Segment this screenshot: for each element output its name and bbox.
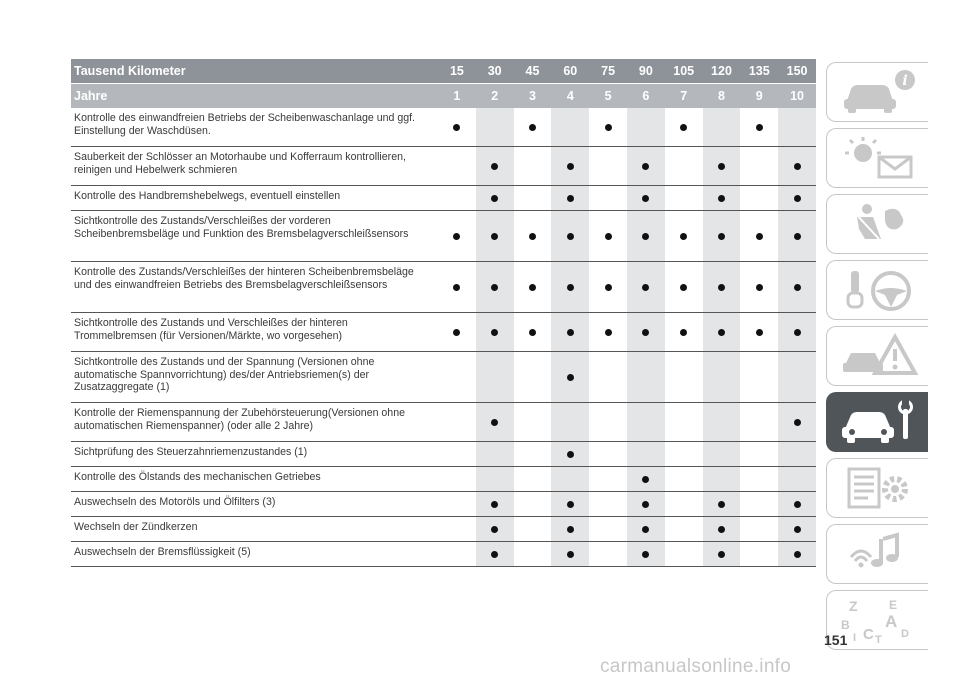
schedule-cell (627, 186, 665, 210)
row-description: Wechseln der Zündkerzen (74, 521, 198, 533)
schedule-cell (703, 517, 741, 541)
schedule-cell (778, 262, 816, 312)
schedule-cell (551, 262, 589, 312)
schedule-cell (476, 403, 514, 441)
schedule-dot (718, 163, 725, 170)
schedule-cell (665, 467, 703, 491)
tab-safety[interactable] (826, 194, 928, 254)
schedule-cell (627, 467, 665, 491)
schedule-cell (665, 542, 703, 566)
schedule-cell (438, 262, 476, 312)
schedule-cell (551, 147, 589, 185)
tab-warning-lights[interactable] (826, 128, 928, 188)
schedule-cell (476, 352, 514, 402)
schedule-cell (589, 186, 627, 210)
schedule-dot (718, 233, 725, 240)
schedule-dot (680, 124, 687, 131)
schedule-cell (703, 467, 741, 491)
schedule-dot (529, 233, 536, 240)
schedule-dot (491, 501, 498, 508)
km-header-cell: 105 (673, 64, 695, 78)
schedule-dot (642, 501, 649, 508)
year-header-label: Jahre (74, 89, 108, 103)
maintenance-table (71, 59, 816, 567)
schedule-cell (476, 467, 514, 491)
schedule-cell (551, 442, 589, 466)
schedule-dot (567, 551, 574, 558)
schedule-dot (453, 329, 460, 336)
schedule-cell (514, 517, 552, 541)
row-cells (438, 442, 816, 466)
schedule-dot (453, 233, 460, 240)
table-row (71, 108, 816, 147)
km-header-cell: 60 (563, 64, 578, 78)
index-letter: D (900, 628, 909, 640)
schedule-cell (740, 492, 778, 516)
table-row (71, 542, 816, 567)
year-header-cell: 3 (529, 89, 536, 103)
row-cells (438, 262, 816, 312)
schedule-dot (567, 233, 574, 240)
schedule-cell (627, 262, 665, 312)
schedule-cell (665, 517, 703, 541)
schedule-cell (740, 542, 778, 566)
schedule-cell (703, 211, 741, 261)
schedule-cell (476, 108, 514, 146)
schedule-dot (794, 501, 801, 508)
schedule-dot (491, 329, 498, 336)
schedule-cell (551, 108, 589, 146)
schedule-cell (740, 262, 778, 312)
schedule-cell (476, 186, 514, 210)
schedule-cell (476, 211, 514, 261)
schedule-cell (514, 108, 552, 146)
schedule-cell (665, 211, 703, 261)
schedule-dot (718, 551, 725, 558)
schedule-cell (438, 403, 476, 441)
year-header-cell: 6 (642, 89, 650, 103)
chapter-tabs (826, 62, 928, 656)
schedule-cell (514, 262, 552, 312)
schedule-dot (680, 329, 687, 336)
tab-starting[interactable] (826, 260, 928, 320)
schedule-cell (589, 313, 627, 351)
schedule-cell (627, 442, 665, 466)
schedule-dot (605, 233, 612, 240)
schedule-dot (718, 526, 725, 533)
schedule-dot (794, 284, 801, 291)
year-header-cell: 7 (680, 89, 688, 103)
schedule-cell (551, 403, 589, 441)
schedule-cell (778, 492, 816, 516)
multimedia-icon (835, 529, 921, 579)
schedule-dot (756, 284, 763, 291)
schedule-cell (665, 442, 703, 466)
schedule-cell (514, 542, 552, 566)
schedule-cell (627, 313, 665, 351)
km-header-cell: 150 (786, 64, 808, 78)
year-header-cell: 5 (604, 89, 612, 103)
table-row (71, 211, 816, 262)
schedule-dot (491, 284, 498, 291)
schedule-cell (476, 442, 514, 466)
schedule-cell (703, 262, 741, 312)
schedule-cell (476, 262, 514, 312)
index-letter: B (840, 618, 850, 632)
schedule-cell (627, 492, 665, 516)
schedule-dot (567, 526, 574, 533)
schedule-cell (740, 147, 778, 185)
schedule-cell (438, 186, 476, 210)
schedule-dot (605, 329, 612, 336)
schedule-cell (589, 147, 627, 185)
row-cells (438, 313, 816, 351)
schedule-cell (665, 403, 703, 441)
schedule-dot (642, 526, 649, 533)
km-header-label: Tausend Kilometer (74, 64, 186, 78)
tab-specs[interactable] (826, 458, 928, 518)
year-header-cell: 1 (453, 89, 461, 103)
schedule-cell (740, 442, 778, 466)
schedule-dot (567, 329, 574, 336)
schedule-cell (589, 211, 627, 261)
year-header-row (71, 84, 816, 108)
schedule-cell (589, 467, 627, 491)
schedule-cell (438, 442, 476, 466)
schedule-dot (794, 233, 801, 240)
schedule-cell (627, 108, 665, 146)
km-header-cell: 45 (525, 64, 540, 78)
row-description: Sichtkontrolle des Zustands und der Spannung (Versionen ohne automatische Spannvorrichtung) des/der Antriebsriemen(s) der Zusatzaggregate (1) (74, 356, 375, 394)
emergency-warning-icon (835, 331, 921, 381)
schedule-cell (778, 403, 816, 441)
seat-airbag-icon (835, 199, 921, 249)
km-header-cell: 90 (638, 64, 653, 78)
row-description: Auswechseln der Bremsflüssigkeit (5) (74, 546, 251, 558)
schedule-cell (627, 542, 665, 566)
schedule-dot (794, 551, 801, 558)
row-description: Kontrolle des Zustands/Verschleißes der hinteren Scheibenbremsbeläge und des einwandfreien Betriebs des Bremsbelagverschleißsensors (74, 266, 414, 291)
schedule-cell (778, 147, 816, 185)
schedule-cell (476, 313, 514, 351)
schedule-cell (514, 211, 552, 261)
row-description: Sichtprüfung des Steuerzahnriemenzustandes (1) (74, 446, 308, 458)
table-row (71, 352, 816, 403)
row-description: Sichtkontrolle des Zustands und Verschleißes der hinteren Trommelbremsen (für Versionen/Märkte, wo vorgesehen) (74, 317, 348, 342)
row-cells (438, 352, 816, 402)
schedule-dot (529, 124, 536, 131)
index-letter: A (884, 612, 897, 631)
km-header-cell: 135 (748, 64, 770, 78)
schedule-dot (756, 124, 763, 131)
schedule-cell (514, 352, 552, 402)
schedule-dot (567, 163, 574, 170)
schedule-cell (703, 403, 741, 441)
schedule-cell (551, 467, 589, 491)
schedule-dot (605, 124, 612, 131)
schedule-cell (740, 403, 778, 441)
tab-car-info[interactable] (826, 62, 928, 122)
schedule-cell (665, 352, 703, 402)
schedule-cell (551, 542, 589, 566)
schedule-cell (514, 492, 552, 516)
index-letters-icon (835, 595, 921, 645)
row-description: Auswechseln des Motoröls und Ölfilters (3) (74, 496, 276, 508)
schedule-cell (703, 108, 741, 146)
schedule-cell (627, 403, 665, 441)
schedule-dot (453, 284, 460, 291)
row-description: Sichtkontrolle des Zustands/Verschleißes der vorderen Scheibenbremsbeläge und Funktion des Bremsbelagverschleißsensors (74, 215, 409, 240)
schedule-cell (740, 186, 778, 210)
schedule-cell (627, 211, 665, 261)
tab-maintenance[interactable] (826, 392, 928, 452)
row-cells (438, 211, 816, 261)
schedule-cell (703, 313, 741, 351)
schedule-cell (589, 492, 627, 516)
schedule-cell (438, 147, 476, 185)
schedule-cell (514, 186, 552, 210)
row-cells (438, 492, 816, 516)
year-header-cell: 4 (566, 89, 574, 103)
row-cells (438, 467, 816, 491)
car-wrench-icon (835, 397, 921, 447)
schedule-dot (605, 284, 612, 291)
tab-multimedia[interactable] (826, 524, 928, 584)
schedule-cell (514, 442, 552, 466)
table-row (71, 403, 816, 442)
schedule-cell (740, 313, 778, 351)
schedule-cell (778, 108, 816, 146)
table-row (71, 442, 816, 467)
schedule-cell (589, 403, 627, 441)
schedule-dot (756, 329, 763, 336)
schedule-cell (778, 542, 816, 566)
schedule-dot (453, 124, 460, 131)
schedule-cell (740, 108, 778, 146)
schedule-dot (567, 374, 574, 381)
row-description: Sauberkeit der Schlösser an Motorhaube und Kofferraum kontrollieren, reinigen und Hebelwerk schmieren (74, 151, 406, 176)
schedule-cell (476, 517, 514, 541)
schedule-dot (680, 233, 687, 240)
schedule-dot (718, 329, 725, 336)
schedule-dot (567, 501, 574, 508)
index-letter: Z (848, 598, 858, 614)
schedule-dot (491, 551, 498, 558)
schedule-dot (642, 233, 649, 240)
schedule-cell (438, 492, 476, 516)
row-cells (438, 517, 816, 541)
schedule-dot (642, 329, 649, 336)
page-number: 151 (824, 632, 848, 648)
schedule-cell (438, 517, 476, 541)
table-row (71, 313, 816, 352)
schedule-cell (703, 492, 741, 516)
schedule-dot (680, 284, 687, 291)
svg-text:i: i (901, 73, 908, 89)
schedule-cell (589, 517, 627, 541)
schedule-dot (491, 195, 498, 202)
schedule-cell (627, 517, 665, 541)
schedule-dot (642, 551, 649, 558)
schedule-cell (703, 186, 741, 210)
schedule-cell (551, 517, 589, 541)
schedule-cell (703, 442, 741, 466)
km-header-row (71, 59, 816, 83)
index-letter: T (874, 634, 882, 645)
schedule-dot (491, 526, 498, 533)
schedule-cell (665, 186, 703, 210)
schedule-cell (438, 352, 476, 402)
schedule-cell (514, 467, 552, 491)
km-header-cell: 30 (487, 64, 502, 78)
schedule-dot (756, 233, 763, 240)
schedule-dot (794, 329, 801, 336)
schedule-cell (476, 147, 514, 185)
row-description: Kontrolle der Riemenspannung der Zubehörsteuerung(Versionen ohne automatischen Riemenspanner) (oder alle 2 Jahre) (74, 407, 405, 432)
schedule-cell (514, 313, 552, 351)
row-cells (438, 186, 816, 210)
schedule-dot (794, 163, 801, 170)
schedule-cell (551, 492, 589, 516)
index-letter: I (852, 632, 856, 644)
schedule-dot (491, 163, 498, 170)
schedule-cell (665, 108, 703, 146)
schedule-cell (740, 517, 778, 541)
km-header-cell: 75 (601, 64, 616, 78)
schedule-cell (665, 147, 703, 185)
km-header-cell: 15 (449, 64, 464, 78)
row-cells (438, 542, 816, 566)
schedule-dot (491, 233, 498, 240)
table-row (71, 186, 816, 211)
schedule-dot (718, 284, 725, 291)
schedule-cell (740, 211, 778, 261)
table-row (71, 517, 816, 542)
schedule-cell (740, 467, 778, 491)
schedule-cell (740, 352, 778, 402)
schedule-cell (778, 442, 816, 466)
row-cells (438, 108, 816, 146)
schedule-cell (438, 313, 476, 351)
schedule-cell (589, 262, 627, 312)
schedule-dot (567, 195, 574, 202)
schedule-dot (718, 501, 725, 508)
table-row (71, 492, 816, 517)
schedule-cell (438, 542, 476, 566)
schedule-cell (551, 211, 589, 261)
table-row (71, 262, 816, 313)
schedule-cell (665, 313, 703, 351)
year-header-cell: 2 (491, 89, 499, 103)
specs-gear-icon (835, 463, 921, 513)
schedule-cell (589, 352, 627, 402)
row-cells (438, 403, 816, 441)
car-info-icon (835, 67, 921, 117)
watermark: carmanualsonline.info (600, 656, 792, 677)
schedule-cell (778, 313, 816, 351)
schedule-cell (476, 542, 514, 566)
schedule-cell (551, 186, 589, 210)
schedule-dot (491, 419, 498, 426)
schedule-dot (642, 163, 649, 170)
index-letter: C (862, 626, 874, 643)
schedule-cell (703, 352, 741, 402)
year-header-cell: 9 (755, 89, 763, 103)
schedule-cell (589, 542, 627, 566)
schedule-cell (703, 147, 741, 185)
schedule-cell (514, 147, 552, 185)
year-header-cell: 8 (718, 89, 725, 103)
schedule-cell (551, 313, 589, 351)
schedule-cell (703, 542, 741, 566)
schedule-cell (665, 262, 703, 312)
schedule-cell (778, 186, 816, 210)
schedule-dot (567, 284, 574, 291)
row-description: Kontrolle des Ölstands des mechanischen Getriebes (74, 471, 321, 483)
schedule-cell (627, 352, 665, 402)
row-description: Kontrolle des Handbremshebelwegs, eventuell einstellen (74, 190, 341, 202)
schedule-cell (589, 108, 627, 146)
row-cells (438, 147, 816, 185)
schedule-dot (529, 329, 536, 336)
schedule-dot (567, 451, 574, 458)
km-header-cell: 120 (711, 64, 732, 78)
schedule-cell (551, 352, 589, 402)
year-header-cell: 10 (790, 89, 805, 103)
schedule-dot (718, 195, 725, 202)
key-steering-wheel-icon (835, 265, 921, 315)
schedule-cell (665, 492, 703, 516)
table-body (71, 108, 816, 567)
schedule-cell (589, 442, 627, 466)
schedule-cell (778, 467, 816, 491)
table-row (71, 147, 816, 186)
schedule-cell (438, 108, 476, 146)
schedule-dot (642, 284, 649, 291)
index-letter: E (888, 598, 897, 612)
schedule-cell (627, 147, 665, 185)
schedule-dot (794, 526, 801, 533)
schedule-cell (438, 211, 476, 261)
schedule-cell (476, 492, 514, 516)
row-description: Kontrolle des einwandfreien Betriebs der Scheibenwaschanlage und ggf. Einstellung der Waschdüsen. (74, 112, 415, 137)
schedule-dot (642, 476, 649, 483)
schedule-dot (642, 195, 649, 202)
schedule-dot (794, 195, 801, 202)
schedule-dot (529, 284, 536, 291)
warning-lights-message-icon (835, 133, 921, 183)
schedule-cell (778, 517, 816, 541)
schedule-cell (514, 403, 552, 441)
schedule-cell (778, 352, 816, 402)
schedule-dot (794, 419, 801, 426)
table-row (71, 467, 816, 492)
schedule-cell (438, 467, 476, 491)
schedule-cell (778, 211, 816, 261)
tab-emergency[interactable] (826, 326, 928, 386)
